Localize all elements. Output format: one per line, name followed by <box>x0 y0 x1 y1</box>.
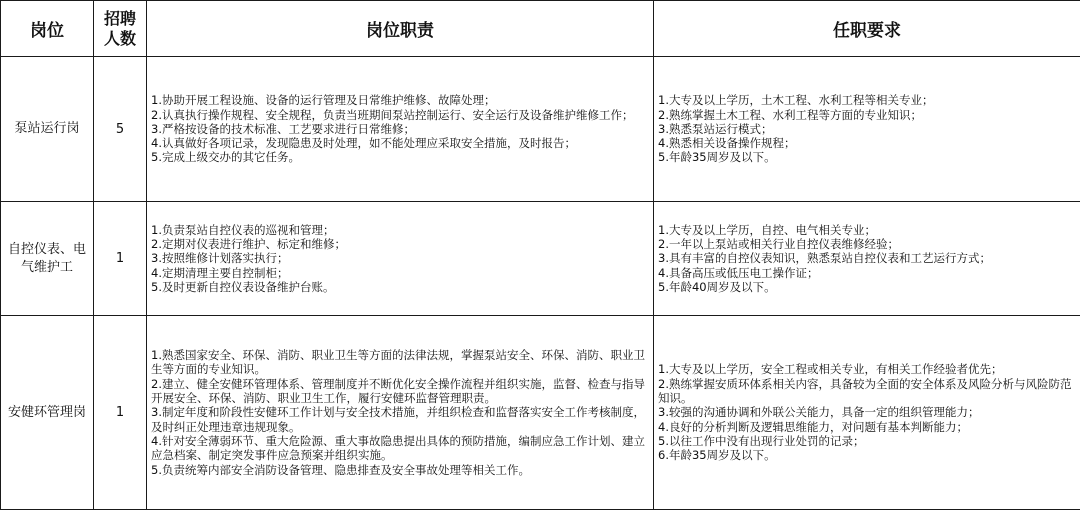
table-row <box>1 316 1080 510</box>
table-row <box>1 202 1080 316</box>
requirement-item: 4.良好的分析判断及逻辑思维能力，对问题有基本判断能力； <box>658 419 968 434</box>
duty-item: 2.建立、健全安健环管理体系、管理制度并不断优化安全操作流程并组织实施，监督、检查与指导开展安全、环保、消防、职业卫生工作，履行安健环监督管理职责。 <box>151 376 645 406</box>
header-count <box>94 1 147 57</box>
header-duties: 岗位职责 <box>147 1 654 57</box>
requirement-item: 6.年龄35周岁及以下。 <box>658 448 776 463</box>
duty-item: 1.负责泵站自控仪表的巡视和管理； <box>151 222 335 237</box>
requirement-item: 3.熟悉泵站运行模式； <box>658 121 773 136</box>
duties-cell <box>147 316 654 510</box>
requirement-item: 4.具备高压或低压电工操作证； <box>658 265 819 280</box>
requirement-item: 1.大专及以上学历，安全工程或相关专业，有相关工作经验者优先； <box>658 362 1003 377</box>
position-cell: 泵站运行岗 <box>1 57 94 202</box>
position-cell: 安健环管理岗 <box>1 316 94 510</box>
requirement-item: 2.熟练掌握安质环体系相关内容，具备较为全面的安全体系及风险分析与风险防范知识。 <box>658 376 1072 406</box>
duties-cell <box>147 202 654 316</box>
duty-item: 1.协助开展工程设施、设备的运行管理及日常维护维修、故障处理； <box>151 93 496 108</box>
requirement-item: 2.一年以上泵站或相关行业自控仪表维修经验； <box>658 237 899 252</box>
position-cell: 自控仪表、电气维护工 <box>1 202 94 316</box>
duty-item: 3.制定年度和阶段性安健环工作计划与安全技术措施，并组织检查和监督落实安全工作考核制度，及时纠正处理违章违规现象。 <box>151 405 645 434</box>
requirements-cell <box>654 316 1080 510</box>
requirement-item: 4.熟悉相关设备操作规程； <box>658 136 796 151</box>
requirements-cell <box>654 57 1080 202</box>
requirement-item: 2.熟练掌握土木工程、水利工程等方面的专业知识； <box>658 107 922 122</box>
duty-item: 4.针对安全薄弱环节、重大危险源、重大事故隐患提出具体的预防措施，编制应急工作计划、建立应急档案、制定突发事件应急预案并组织实施。 <box>151 433 645 463</box>
duty-item: 2.认真执行操作规程、安全规程，负责当班期间泵站控制运行、安全运行及设备维护维修工作； <box>151 107 634 122</box>
header-count-line2: 人数 <box>103 28 136 48</box>
duty-item: 4.定期清理主要自控制柜； <box>151 265 289 280</box>
duties-cell <box>147 57 654 202</box>
count-cell: 5 <box>94 57 147 202</box>
header-row <box>1 1 1080 57</box>
requirement-item: 5.年龄40周岁及以下。 <box>658 279 776 294</box>
count-cell: 1 <box>94 202 147 316</box>
duty-item: 5.负责统筹内部安全消防设备管理、隐患排查及安全事故处理等相关工作。 <box>151 462 530 477</box>
requirement-item: 3.具有丰富的自控仪表知识，熟悉泵站自控仪表和工艺运行方式； <box>658 251 991 266</box>
duty-item: 1.熟悉国家安全、环保、消防、职业卫生等方面的法律法规，掌握泵站安全、环保、消防、职业卫生等方面的专业知识。 <box>151 348 645 377</box>
table-row <box>1 57 1080 202</box>
header-count-line1: 招聘 <box>103 8 136 28</box>
requirement-item: 5.以往工作中没有出现行业处罚的记录； <box>658 433 865 448</box>
requirement-item: 1.大专及以上学历，自控、电气相关专业； <box>658 222 876 237</box>
requirements-cell <box>654 202 1080 316</box>
duty-item: 5.完成上级交办的其它任务。 <box>151 150 300 165</box>
duty-item: 2.定期对仪表进行维护、标定和维修； <box>151 237 346 252</box>
requirement-item: 1.大专及以上学历，土木工程、水利工程等相关专业； <box>658 93 934 108</box>
duty-item: 4.认真做好各项记录，发现隐患及时处理，如不能处理应采取安全措施，及时报告； <box>151 136 576 151</box>
count-cell: 1 <box>94 316 147 510</box>
duty-item: 3.按照维修计划落实执行； <box>151 251 289 266</box>
requirement-item: 3.较强的沟通协调和外联公关能力，具备一定的组织管理能力； <box>658 405 980 420</box>
duty-item: 3.严格按设备的技术标准、工艺要求进行日常维修； <box>151 121 415 136</box>
header-requirements: 任职要求 <box>654 1 1080 57</box>
duty-item: 5.及时更新自控仪表设备维护台账。 <box>151 279 335 294</box>
header-position: 岗位 <box>1 1 94 57</box>
requirement-item: 5.年龄35周岁及以下。 <box>658 150 776 165</box>
